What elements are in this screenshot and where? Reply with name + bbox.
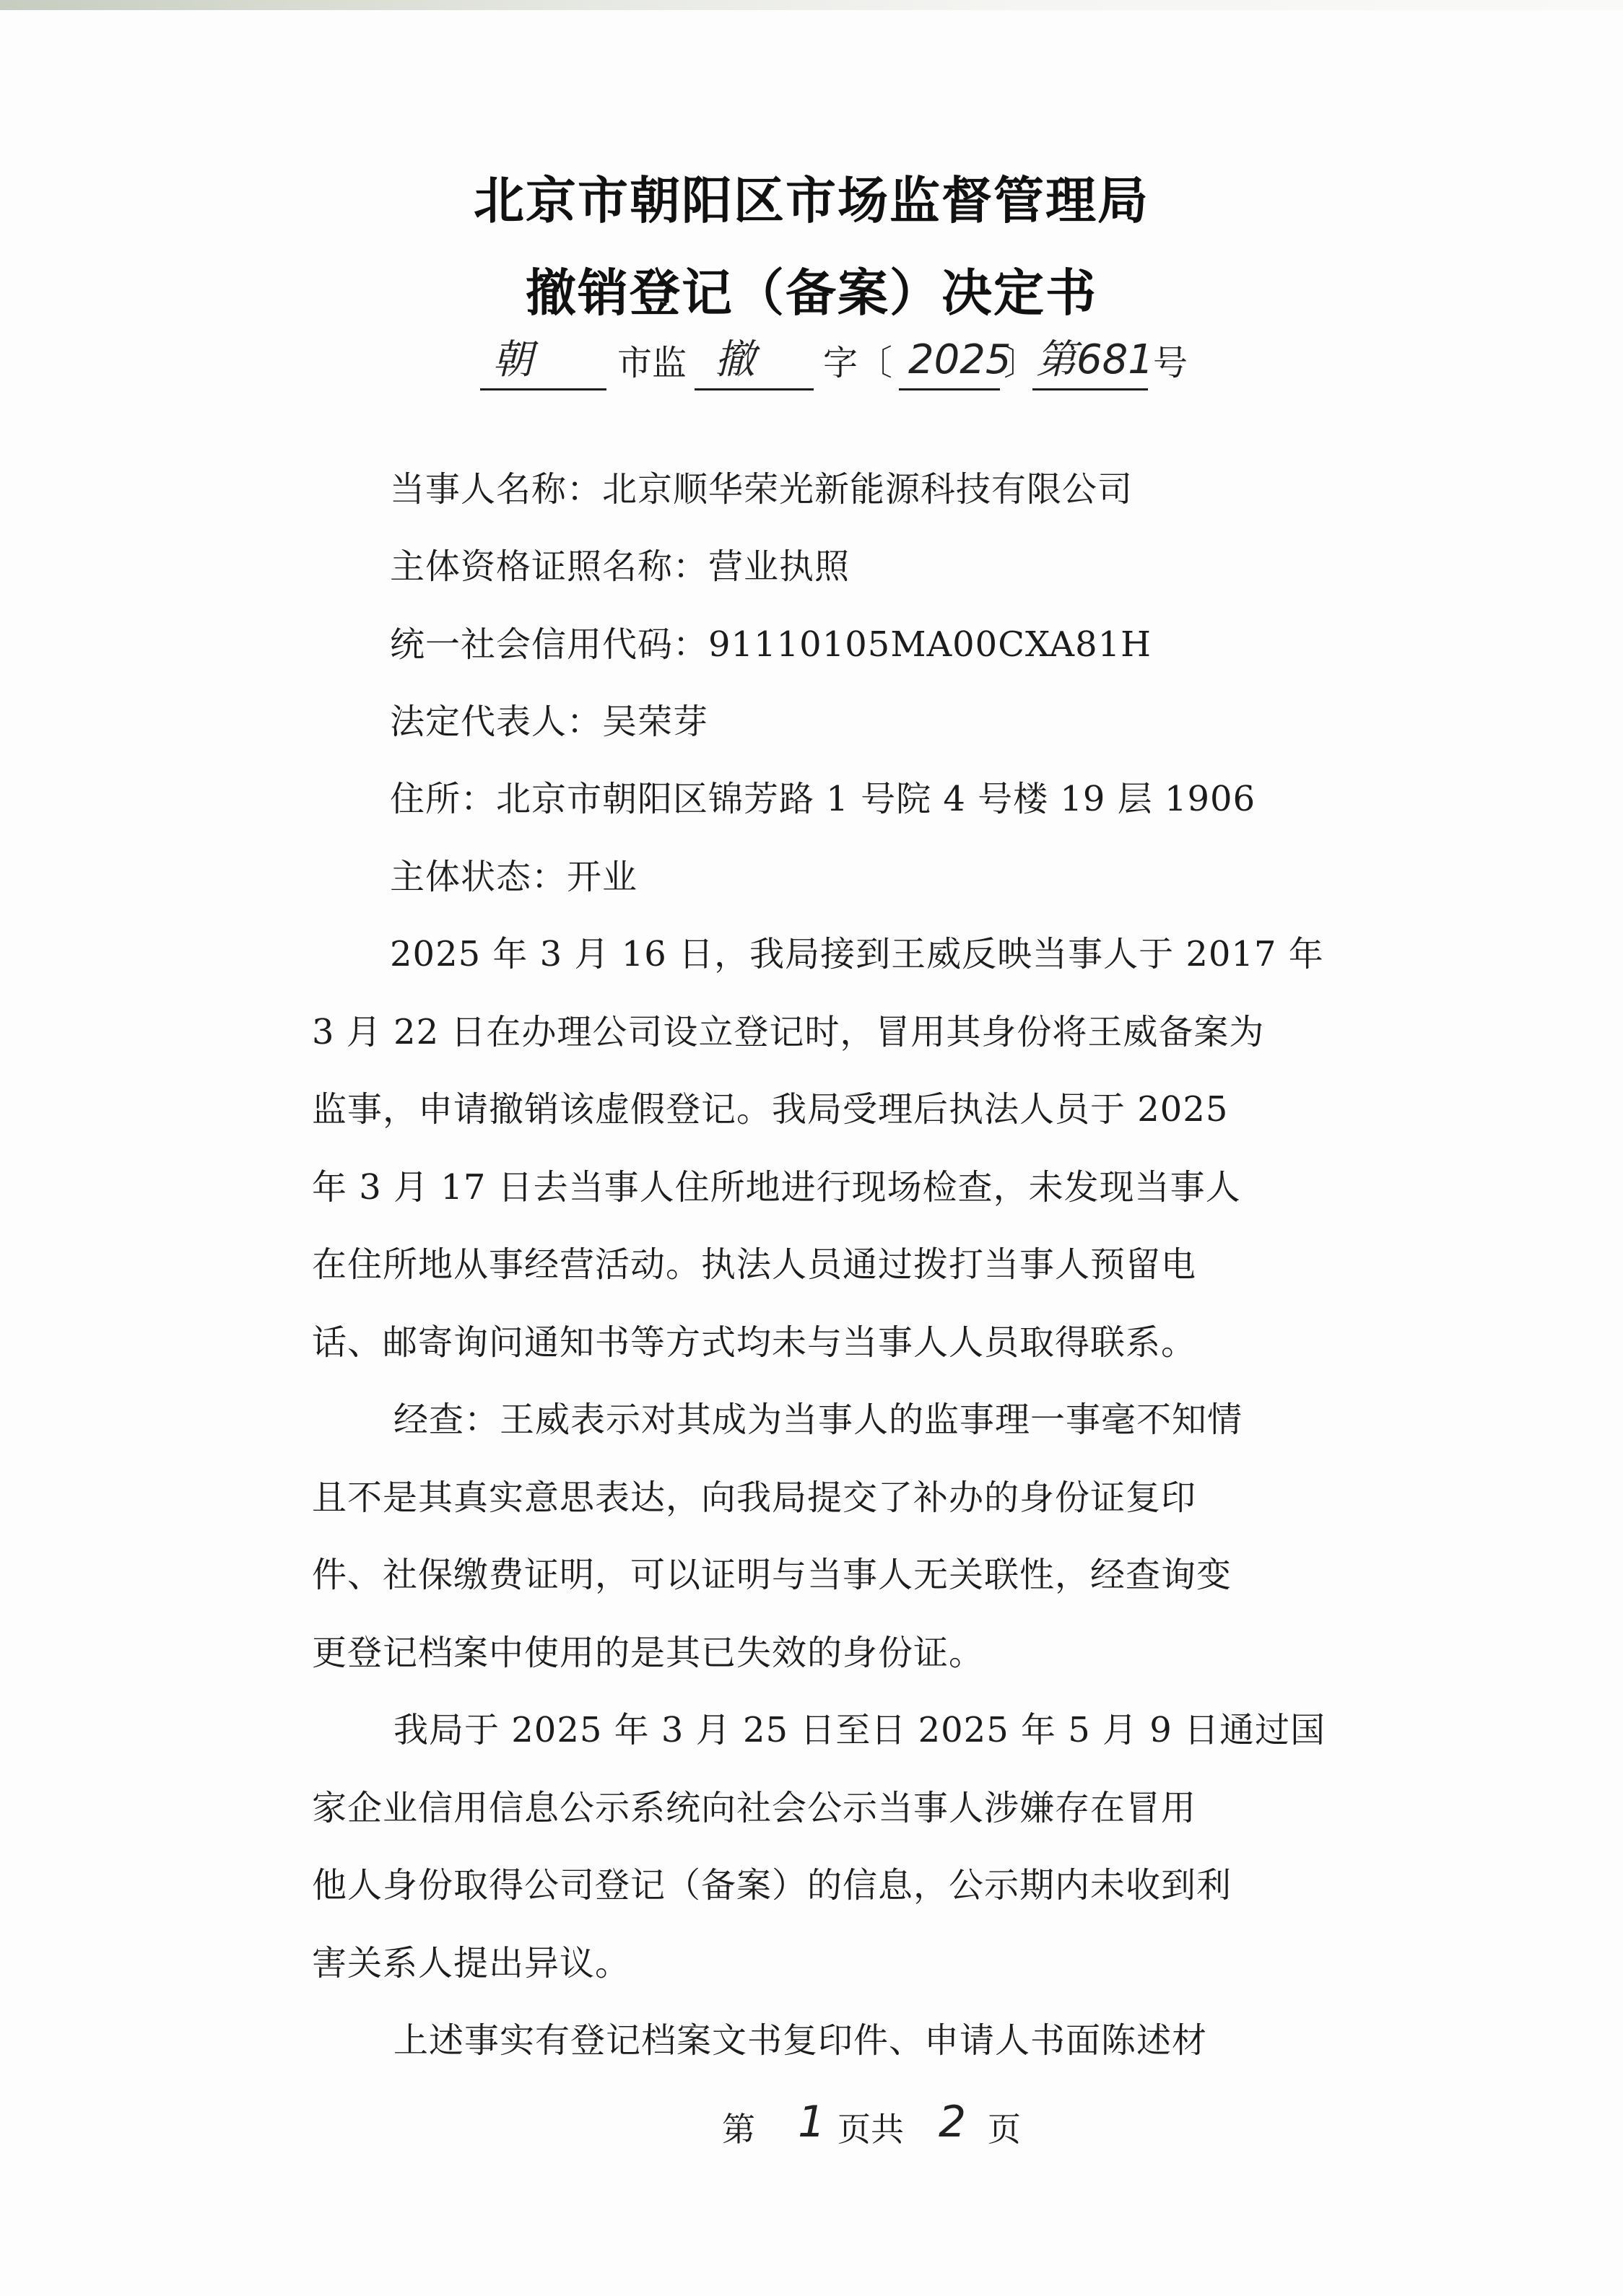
page-number-total: 2 bbox=[939, 2097, 967, 2147]
document-number bbox=[0, 338, 1623, 396]
page-number-text-b: 页共 bbox=[837, 2110, 904, 2149]
doc-number-serial: 第681 bbox=[1036, 336, 1154, 383]
body-line: 且不是其真实意思表达，向我局提交了补办的身份证复印 bbox=[312, 1477, 1197, 1518]
scan-edge bbox=[0, 0, 1623, 10]
field-address: 住所：北京市朝阳区锦芳路 1 号院 4 号楼 19 层 1906 bbox=[390, 779, 1256, 819]
doc-number-text-d: 号 bbox=[1153, 343, 1188, 383]
doc-number-text-c: 〕 bbox=[1004, 343, 1039, 383]
body-line: 更登记档案中使用的是其已失效的身份证。 bbox=[312, 1633, 985, 1673]
doc-number-underline bbox=[695, 388, 814, 390]
page-number-text-c: 页 bbox=[988, 2110, 1021, 2149]
body-line: 监事，申请撤销该虚假登记。我局受理后执法人员于 2025 bbox=[312, 1089, 1229, 1130]
body-line: 家企业信用信息公示系统向社会公示当事人涉嫌存在冒用 bbox=[312, 1788, 1197, 1828]
body-line: 2025 年 3 月 16 日，我局接到王威反映当事人于 2017 年 bbox=[390, 934, 1324, 974]
body-line: 上述事实有登记档案文书复印件、申请人书面陈述材 bbox=[393, 2020, 1208, 2061]
doc-number-underline bbox=[899, 388, 1000, 390]
body-line: 我局于 2025 年 3 月 25 日至日 2025 年 5 月 9 日通过国 bbox=[393, 1710, 1326, 1750]
document-title: 撤销登记（备案）决定书 bbox=[526, 263, 1097, 323]
page-number-text-a: 第 bbox=[722, 2110, 755, 2149]
body-line: 他人身份取得公司登记（备案）的信息，公示期内未收到利 bbox=[312, 1865, 1232, 1906]
field-status: 主体状态：开业 bbox=[390, 857, 638, 897]
body-line: 年 3 月 17 日去当事人住所地进行现场检查，未发现当事人 bbox=[312, 1167, 1241, 1208]
field-legal-representative: 法定代表人：吴荣芽 bbox=[390, 702, 709, 742]
field-credit-code: 统一社会信用代码：91110105MA00CXA81H bbox=[390, 624, 1152, 665]
field-party-name: 当事人名称：北京顺华荣光新能源科技有限公司 bbox=[390, 469, 1134, 510]
page-number bbox=[0, 2097, 1623, 2162]
issuing-authority-title: 北京市朝阳区市场监督管理局 bbox=[474, 170, 1149, 230]
body-line: 在住所地从事经营活动。执法人员通过拨打当事人预留电 bbox=[312, 1244, 1197, 1285]
doc-number-type: 撤 bbox=[715, 336, 755, 383]
field-license-name: 主体资格证照名称：营业执照 bbox=[390, 546, 850, 587]
doc-number-underline bbox=[1032, 388, 1148, 390]
body-line: 话、邮寄询问通知书等方式均未与当事人人员取得联系。 bbox=[312, 1322, 1197, 1363]
page-number-current: 1 bbox=[798, 2097, 826, 2147]
doc-number-prefix: 朝 bbox=[492, 336, 533, 383]
body-line: 件、社保缴费证明，可以证明与当事人无关联性，经查询变 bbox=[312, 1555, 1232, 1595]
doc-number-year: 2025 bbox=[908, 336, 1011, 383]
doc-number-text-a: 市监 bbox=[617, 343, 687, 383]
doc-number-text-b: 字〔 bbox=[823, 343, 893, 383]
body-line: 害关系人提出异议。 bbox=[312, 1943, 631, 1983]
body-line: 3 月 22 日在办理公司设立登记时，冒用其身份将王威备案为 bbox=[312, 1012, 1265, 1052]
body-line: 经查：王威表示对其成为当事人的监事理一事毫不知情 bbox=[393, 1400, 1243, 1440]
doc-number-underline bbox=[480, 388, 606, 390]
